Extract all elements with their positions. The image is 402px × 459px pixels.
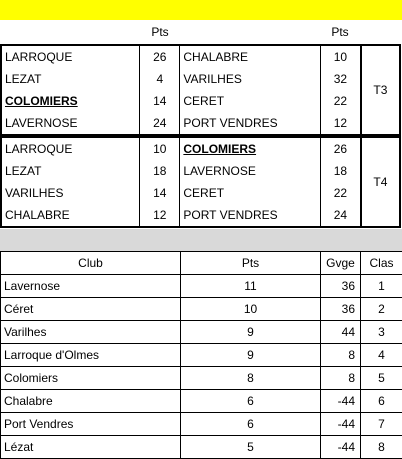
club-gvge: 36 (321, 275, 361, 298)
home-team: LARROQUE (1, 45, 140, 68)
home-team: LARROQUE (1, 137, 140, 160)
pts-header-left: Pts (151, 25, 169, 39)
away-score: 24 (321, 204, 361, 227)
club-rank: 8 (361, 436, 402, 459)
away-team: LAVERNOSE (180, 160, 321, 182)
away-team: PORT VENDRES (180, 112, 321, 135)
col-header-club: Club (1, 252, 181, 275)
home-score: 26 (140, 45, 180, 68)
club-name: Varilhes (1, 321, 181, 344)
match-row (1, 45, 400, 68)
away-score: 32 (321, 68, 361, 90)
club-gvge: -44 (321, 390, 361, 413)
match-row (1, 160, 400, 182)
table-row (1, 436, 402, 459)
table-row (1, 298, 402, 321)
club-pts: 6 (181, 390, 321, 413)
club-gvge: 8 (321, 344, 361, 367)
club-name: Chalabre (1, 390, 181, 413)
table-row (1, 344, 402, 367)
club-gvge: 36 (321, 298, 361, 321)
table-row (1, 367, 402, 390)
section-divider (0, 229, 402, 251)
away-team: CHALABRE (180, 45, 321, 68)
club-pts: 5 (181, 436, 321, 459)
club-pts: 11 (181, 275, 321, 298)
match-row (1, 204, 400, 227)
home-score: 12 (140, 204, 180, 227)
club-gvge: 8 (321, 367, 361, 390)
round-label: T3 (373, 83, 388, 97)
club-gvge: -44 (321, 436, 361, 459)
home-team: LEZAT (1, 68, 140, 90)
home-score: 24 (140, 112, 180, 135)
club-gvge: 44 (321, 321, 361, 344)
away-team: CERET (180, 182, 321, 204)
club-rank: 3 (361, 321, 402, 344)
pts-header-right: Pts (331, 25, 349, 39)
results-header (0, 20, 402, 44)
club-name: Larroque d'Olmes (1, 344, 181, 367)
away-score: 26 (321, 137, 361, 160)
away-score: 12 (321, 112, 361, 135)
away-team: VARILHES (180, 68, 321, 90)
club-rank: 7 (361, 413, 402, 436)
club-gvge: -44 (321, 413, 361, 436)
away-team: PORT VENDRES (180, 204, 321, 227)
away-score: 22 (321, 90, 361, 112)
club-pts: 8 (181, 367, 321, 390)
club-pts: 6 (181, 413, 321, 436)
club-name: Colomiers (1, 367, 181, 390)
home-team: CHALABRE (1, 204, 140, 227)
match-row (1, 112, 400, 135)
club-name: Port Vendres (1, 413, 181, 436)
away-score: 18 (321, 160, 361, 182)
table-row (1, 275, 402, 298)
match-row (1, 68, 400, 90)
club-rank: 2 (361, 298, 402, 321)
away-team: COLOMIERS (180, 137, 321, 160)
home-score: 10 (140, 137, 180, 160)
home-team: COLOMIERS (1, 90, 140, 112)
table-row (1, 413, 402, 436)
club-rank: 6 (361, 390, 402, 413)
col-header-gvge: Gvge (321, 252, 361, 275)
home-team: VARILHES (1, 182, 140, 204)
home-score: 18 (140, 160, 180, 182)
match-row (1, 137, 400, 160)
match-row (1, 182, 400, 204)
club-pts: 9 (181, 344, 321, 367)
home-score: 4 (140, 68, 180, 90)
title-band (0, 0, 402, 20)
round-t4-results (0, 136, 401, 228)
match-row (1, 90, 400, 112)
club-pts: 10 (181, 298, 321, 321)
col-header-clas: Clas (361, 252, 402, 275)
away-score: 10 (321, 45, 361, 68)
standings-table (0, 251, 402, 459)
club-pts: 9 (181, 321, 321, 344)
club-rank: 4 (361, 344, 402, 367)
table-row (1, 321, 402, 344)
club-name: Céret (1, 298, 181, 321)
col-header-pts: Pts (181, 252, 321, 275)
away-team: CERET (180, 90, 321, 112)
home-team: LEZAT (1, 160, 140, 182)
home-score: 14 (140, 182, 180, 204)
round-t3-results (0, 44, 401, 136)
standings-header-row (1, 252, 402, 275)
home-score: 14 (140, 90, 180, 112)
home-team: LAVERNOSE (1, 112, 140, 135)
club-name: Lavernose (1, 275, 181, 298)
club-rank: 5 (361, 367, 402, 390)
away-score: 22 (321, 182, 361, 204)
table-row (1, 390, 402, 413)
round-label: T4 (373, 175, 388, 189)
club-name: Lézat (1, 436, 181, 459)
club-rank: 1 (361, 275, 402, 298)
